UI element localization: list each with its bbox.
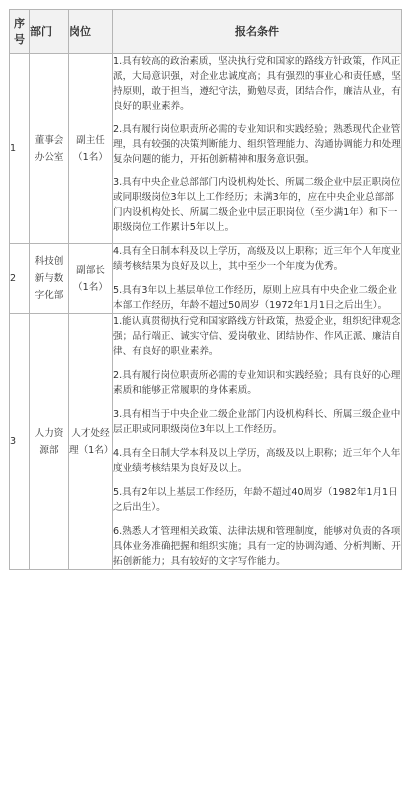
row-serial-number: 1	[10, 54, 30, 244]
row-position: 副主任（1名）	[69, 54, 113, 244]
header-serial-number: 序号	[10, 10, 30, 54]
header-requirements: 报名条件	[113, 10, 402, 54]
requirement-item: 3.具有相当于中央企业二级企业部门内设机构科长、所属三级企业中层正职或同职级岗位3年以上工作经历。	[113, 409, 401, 435]
requirement-item: 4.具有全日制本科及以上学历，高级及以上职称；近三年个人年度业绩考核结果为良好及以上，其中至少一个年度为优秀。	[113, 246, 401, 272]
row-serial-number: 3	[10, 314, 30, 570]
row-requirements	[113, 244, 402, 314]
row-department: 科技创新与数字化部	[30, 244, 69, 314]
header-position: 岗位	[69, 10, 113, 54]
table-row	[10, 244, 402, 314]
header-row	[10, 10, 402, 54]
requirement-item: 6.熟悉人才管理相关政策、法律法规和管理制度，能够对负责的各项具体业务准确把握和组织实施；具有一定的协调沟通、分析判断、开拓创新能力；具有较好的文字写作能力。	[113, 526, 401, 567]
row-requirements	[113, 54, 402, 244]
requirement-item: 2.具有履行岗位职责所必需的专业知识和实践经验；熟悉现代企业管理，具有较强的决策判断能力、组织管理能力、沟通协调能力和处理复杂问题的能力，开拓创新精神和服务意识强。	[113, 124, 401, 165]
requirement-item: 1.能认真贯彻执行党和国家路线方针政策，热爱企业，组织纪律观念强；品行端正、诚实守信、爱岗敬业、团结协作、作风正派、廉洁自律、有良好的职业素养。	[113, 316, 401, 357]
table-row	[10, 314, 402, 570]
requirement-item: 4.具有全日制大学本科及以上学历，高级及以上职称；近三年个人年度业绩考核结果为良好及以上。	[113, 448, 401, 474]
table-row	[10, 54, 402, 244]
row-department: 人力资源部	[30, 314, 69, 570]
requirement-item: 5.具有2年以上基层工作经历，年龄不超过40周岁（1982年1月1日之后出生）。	[113, 487, 398, 513]
row-position: 副部长（1名）	[69, 244, 113, 314]
recruitment-table	[9, 9, 402, 570]
row-department: 董事会办公室	[30, 54, 69, 244]
header-department: 部门	[30, 10, 69, 54]
row-requirements	[113, 314, 402, 570]
requirement-item: 1.具有较高的政治素质，坚决执行党和国家的路线方针政策，作风正派，大局意识强，对企业忠诚度高；具有强烈的事业心和责任感，坚持原则，敢于担当，遵纪守法，勤勉尽责，团结合作，廉洁从业，有良好的职业素养。	[113, 56, 401, 112]
row-position: 人才处经理（1名）	[69, 314, 113, 570]
row-serial-number: 2	[10, 244, 30, 314]
requirement-item: 5.具有3年以上基层单位工作经历，原则上应具有中央企业二级企业本部工作经历，年龄不超过50周岁（1972年1月1日之后出生）。	[113, 285, 397, 311]
requirement-item: 3.具有中央企业总部部门内设机构处长、所属二级企业中层正职岗位或同职级岗位3年以上工作经历；未满3年的，应在中央企业总部部门内设机构处长、所属二级企业中层正职岗位（至少满1年）和下一职级岗位工作累计5年以上。	[113, 177, 401, 233]
requirement-item: 2.具有履行岗位职责所必需的专业知识和实践经验；具有良好的心理素质和能够正常履职的身体素质。	[113, 370, 401, 396]
